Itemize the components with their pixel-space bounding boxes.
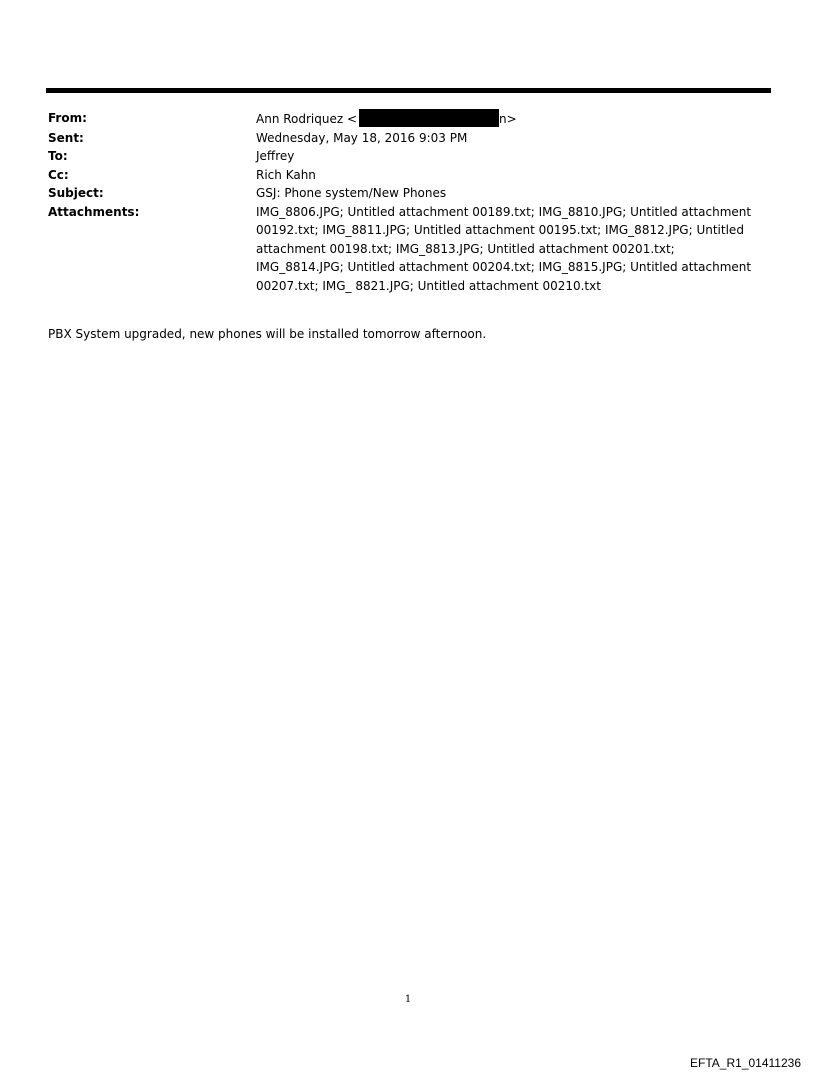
to-label: To: bbox=[48, 149, 68, 163]
cc-value: Rich Kahn bbox=[256, 167, 316, 182]
subject-value: GSJ: Phone system/New Phones bbox=[256, 186, 447, 200]
sent-label: Sent: bbox=[48, 130, 84, 145]
attachments-label: Attachments: bbox=[48, 204, 140, 219]
email-body: PBX System upgraded, new phones will be installed tomorrow afternoon. bbox=[48, 327, 487, 341]
cc-label: Cc: bbox=[48, 167, 69, 182]
document-id: EFTA_R1_01411236 bbox=[690, 1056, 801, 1070]
from-email-end: n> bbox=[499, 112, 517, 126]
from-label: From: bbox=[48, 111, 87, 125]
from-name: Ann Rodriquez < bbox=[256, 112, 358, 126]
email-header bbox=[48, 109, 768, 295]
attachments-value: IMG_8806.JPG; Untitled attachment 00189.txt; IMG_8810.JPG; Untitled attachment 00192.txt; IMG_8811.JPG; Untitled attachment 00195.txt; IMG_8812.JPG; Untitled attachment 00198.txt; IMG_8813.JPG; Untitled attachment 00201.txt; IMG_8814.JPG; Untitled attachment 00204.txt; IMG_8815.JPG; Untitled attachment 00207.txt; IMG_ 8821.JPG; Untitled attachment 00210.txt bbox=[256, 204, 752, 293]
cc-row bbox=[48, 166, 768, 185]
attachments-row bbox=[48, 203, 768, 296]
redaction-box bbox=[359, 109, 499, 127]
from-row bbox=[48, 109, 768, 129]
to-value: Jeffrey bbox=[256, 149, 295, 163]
sent-value: Wednesday, May 18, 2016 9:03 PM bbox=[256, 130, 468, 145]
subject-row bbox=[48, 184, 768, 203]
page-number: 1 bbox=[404, 994, 412, 1005]
header-divider bbox=[46, 88, 771, 93]
subject-label: Subject: bbox=[48, 186, 104, 200]
from-value bbox=[256, 109, 761, 129]
sent-row bbox=[48, 129, 768, 148]
to-row bbox=[48, 147, 768, 166]
